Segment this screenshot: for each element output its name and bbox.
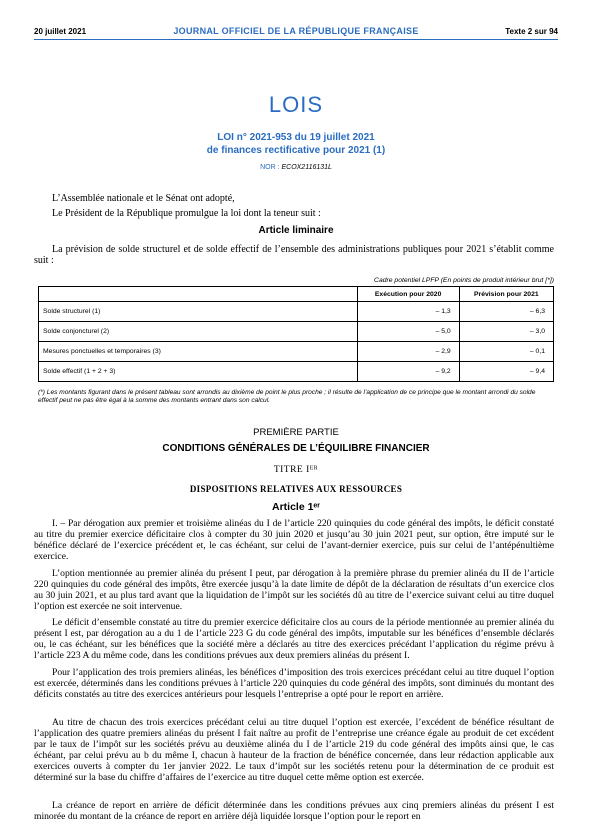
section-title: LOIS <box>268 92 324 117</box>
table-row <box>39 362 554 382</box>
article-1-heading: Article 1ᵉʳ <box>271 501 321 513</box>
table-header-2020: Exécution pour 2020 <box>357 287 459 302</box>
value-2020: – 9,2 <box>357 362 459 382</box>
part-title: CONDITIONS GÉNÉRALES DE L’ÉQUILIBRE FINANCIER <box>162 443 430 454</box>
article-paragraph: Pour l’application des trois premiers alinéas, les bénéfices d’imposition des trois exercices précédant celui au titre duquel l’option est exercée, déterminés dans les conditions prévues à l’article 220 quinquies du code général des impôts, sont diminués du montant des déficits constatés au titre des exercices antérieurs pour lesquels l’entreprise a opté pour le report en arrière. <box>34 667 554 701</box>
article-paragraph: L’option mentionnée au premier alinéa du présent I peut, par dérogation à la première phrase du premier alinéa du II de l’article 220 quinquies du code général des impôts, être exercée jusqu’à la date limite de dépôt de la déclaration de résultats d’un exercice clos au 30 juin 2021, et au plus tard avant que la liquidation de l’impôt sur les sociétés dû au titre de l’exercice suivant celui au titre duquel l’option est exercée ne soit intervenue. <box>34 568 554 613</box>
law-title-line2: de finances rectificative pour 2021 (1) <box>206 145 386 156</box>
article-paragraph: La créance de report en arrière de déficit déterminée dans les conditions prévues aux cinq premiers alinéas du présent I est minorée du montant de la créance de report en arrière déjà liquidée lorsque l’option pour le report en <box>34 800 554 823</box>
page-indicator: Texte 2 sur 94 <box>505 27 558 36</box>
table-row <box>39 322 554 342</box>
article-liminaire-paragraph: La prévision de solde structurel et de solde effectif de l’ensemble des administrations publiques pour 2021 s’établit comme suit : <box>34 244 554 267</box>
table-row <box>39 302 554 322</box>
value-2020: – 2,9 <box>357 342 459 362</box>
article-paragraph: Le déficit d’ensemble constaté au titre du premier exercice déficitaire clos au cours de la période mentionnée au premier alinéa du présent I est, par dérogation au a du 1 de l’article 223 G du code général des impôts, imputable sur les bénéfices d’ensemble déclarés ou, le cas échéant, sur les bénéfices que la société mère a déclarés au titre des exercices précédant l’application du régime prévu à l’article 223 A du même code, dans les conditions prévues aux deux premiers alinéas du présent I. <box>34 617 554 662</box>
intro-adoption: L’Assemblée nationale et le Sénat ont adopté, <box>52 193 235 204</box>
value-2021: – 9,4 <box>459 362 553 382</box>
journal-header <box>0 0 592 36</box>
header-divider <box>34 39 558 40</box>
nor-code: ECOX2116131L <box>281 164 332 171</box>
part-label: PREMIÈRE PARTIE <box>253 427 339 438</box>
nor-reference <box>0 164 592 171</box>
table-header-label <box>39 287 358 302</box>
table-row <box>39 342 554 362</box>
row-label: Solde effectif (1 + 2 + 3) <box>39 362 358 382</box>
value-2021: – 3,0 <box>459 322 553 342</box>
nor-label: NOR : <box>260 164 280 171</box>
titre-label: TITRE Iᴱᴿ <box>273 465 319 475</box>
article-paragraph: Au titre de chacun des trois exercices précédant celui au titre duquel l’option est exercée, l’excédent de bénéfice résultant de l’application des quatre premiers alinéas du présent I fait naître au profit de l’entreprise une créance égale au produit de cet excédent par le taux de l’impôt sur les sociétés prévu au deuxième alinéa du I de l’article 219 du code général des impôts ainsi que, le cas échéant, par celui prévu au b du même I, chacun à hauteur de la fraction de bénéfice concernée, dans leur rédaction applicable aux exercices ouverts à compter du 1er janvier 2022. Le taux d’impôt sur les sociétés retenu pour la détermination de ce produit est déterminé sur la base du chiffre d’affaires de l’exercice au titre duquel cette même option est exercée. <box>34 717 554 784</box>
intro-promulgation: Le Président de la République promulgue la loi dont la teneur suit : <box>52 208 321 219</box>
value-2021: – 6,3 <box>459 302 553 322</box>
table-header-row <box>39 287 554 302</box>
titre-title: DISPOSITIONS RELATIVES AUX RESSOURCES <box>189 484 403 494</box>
table-header-2021: Prévision pour 2021 <box>459 287 553 302</box>
row-label: Mesures ponctuelles et temporaires (3) <box>39 342 358 362</box>
journal-name: JOURNAL OFFICIEL DE LA RÉPUBLIQUE FRANÇAISE <box>173 26 419 36</box>
table-caption: Cadre potentiel LPFP (En points de produit intérieur brut [*]) <box>374 277 554 284</box>
budget-balance-table <box>38 286 554 382</box>
row-label: Solde structurel (1) <box>39 302 358 322</box>
article-paragraph: I. – Par dérogation aux premier et troisième alinéas du I de l’article 220 quinquies du code général des impôts, le déficit constaté au titre du premier exercice déficitaire clos à compter du 30 juin 2020 et jusqu’au 30 juin 2021 peut, sur option, être imputé sur le bénéfice déclaré de l’exercice précédent et, le cas échéant, sur celui de l’avant-dernier exercice, puis sur celui de l’antépénultième exercice. <box>34 518 554 563</box>
article-liminaire-heading: Article liminaire <box>258 225 334 236</box>
value-2020: – 5,0 <box>357 322 459 342</box>
publication-date: 20 juillet 2021 <box>34 27 87 36</box>
value-2021: – 0,1 <box>459 342 553 362</box>
value-2020: – 1,3 <box>357 302 459 322</box>
table-footnote: (*) Les montants figurant dans le présent tableau sont arrondis au dixième de point le plus proche ; il résulte de l’application de ce principe que le montant arrondi du solde effectif peut ne pas être égal à la somme des montants entrant dans son calcul. <box>38 389 536 404</box>
row-label: Solde conjoncturel (2) <box>39 322 358 342</box>
law-title-line1: LOI n° 2021-953 du 19 juillet 2021 <box>217 132 375 143</box>
